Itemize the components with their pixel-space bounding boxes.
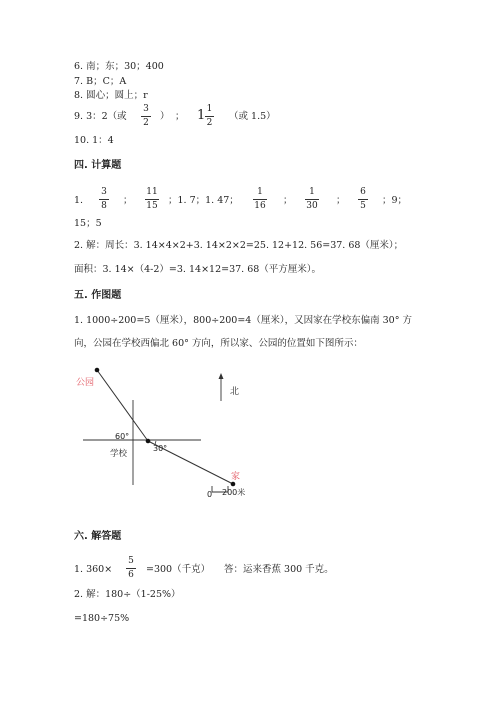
park-point — [95, 368, 100, 373]
calc-q1-tail: ；9； — [382, 195, 408, 206]
scale-zero-label: 0 — [207, 490, 213, 499]
school-label: 学校 — [110, 449, 128, 459]
calc-q1-middle: ；1. 7；1. 47； — [168, 195, 239, 206]
home-label: 家 — [231, 472, 241, 482]
section-5-title: 五. 作图题 — [74, 290, 122, 301]
answer-9-prefix: 9. 3：2（或 — [74, 111, 127, 122]
fraction-denominator: 8 — [101, 201, 107, 211]
fraction-denominator: 30 — [306, 201, 318, 211]
park-direction-line — [97, 370, 148, 441]
calc-q1-sep-1: ； — [123, 195, 133, 206]
section-6-title: 六. 解答题 — [74, 531, 122, 542]
north-label: 北 — [230, 387, 240, 397]
drawing-q1-line-2: 向，公园在学校西偏北 60° 方向，所以家、公园的位置如下图所示： — [74, 338, 363, 349]
fraction-numerator: 6 — [360, 187, 366, 197]
north-arrow-icon — [219, 373, 224, 379]
fraction-denominator: 2 — [206, 118, 213, 128]
home-point — [231, 482, 236, 487]
answer-6: 6. 南；东；30；400 — [74, 61, 164, 72]
school-point — [146, 439, 151, 444]
fraction-numerator: 5 — [128, 556, 134, 566]
answer-9-sep: ； — [175, 111, 185, 122]
solve-q1-fraction — [126, 556, 136, 581]
fraction-numerator: 3 — [101, 187, 107, 197]
angle-30-label: 30° — [153, 444, 168, 453]
fraction-numerator: 1 — [206, 104, 213, 114]
answer-9-suffix: （或 1.5） — [229, 111, 276, 122]
fraction-denominator: 15 — [146, 201, 158, 211]
angle-60-label: 60° — [115, 432, 130, 441]
fraction-denominator: 6 — [128, 570, 134, 580]
drawing-q1-line-1: 1. 1000÷200=5（厘米），800÷200=4（厘米），又因家在学校东偏南 30° 方 — [74, 315, 412, 326]
fraction-denominator: 2 — [143, 118, 149, 128]
fraction-denominator: 16 — [254, 201, 266, 211]
park-label: 公园 — [76, 378, 95, 388]
fraction-denominator: 5 — [360, 201, 366, 211]
fraction-numerator: 11 — [146, 187, 158, 197]
calc-q2-area: 面积：3. 14×（4-2）=3. 14×12=37. 68（平方厘米）。 — [74, 264, 322, 275]
fraction-numerator: 1 — [257, 187, 263, 197]
solve-q1-prefix: 1. 360× — [74, 564, 113, 575]
answer-8: 8. 圆心；圆上；r — [74, 90, 148, 101]
calc-q2-perimeter: 2. 解：周长：3. 14×4×2+3. 14×2×2=25. 12+12. 56=37. 68（厘米）； — [74, 240, 404, 251]
calc-q1-line-2: 15；5 — [74, 218, 102, 229]
fraction-bar — [126, 568, 136, 569]
scale-distance-label: 200米 — [222, 488, 246, 497]
answer-9-close: ） — [160, 111, 170, 122]
answer-10: 10. 1：4 — [74, 135, 114, 146]
solve-q1-answer: 答：运来香蕉 300 千克。 — [224, 564, 334, 575]
section-4-title: 四. 计算题 — [74, 160, 122, 171]
fraction-numerator: 1 — [309, 187, 315, 197]
calc-q1-sep-3: ； — [336, 195, 346, 206]
solve-q2-line-2: =180÷75% — [74, 613, 130, 624]
answer-9-mixed-integer: 1 — [197, 108, 206, 123]
calc-q1-label: 1. — [74, 195, 84, 206]
fraction-numerator: 3 — [143, 104, 149, 114]
solve-q1-result: =300（千克） — [146, 564, 211, 575]
calc-q1-sep-2: ； — [283, 195, 293, 206]
answer-7: 7. B；C；A — [74, 76, 127, 87]
solve-q2-line-1: 2. 解：180÷（1-25%） — [74, 589, 181, 600]
